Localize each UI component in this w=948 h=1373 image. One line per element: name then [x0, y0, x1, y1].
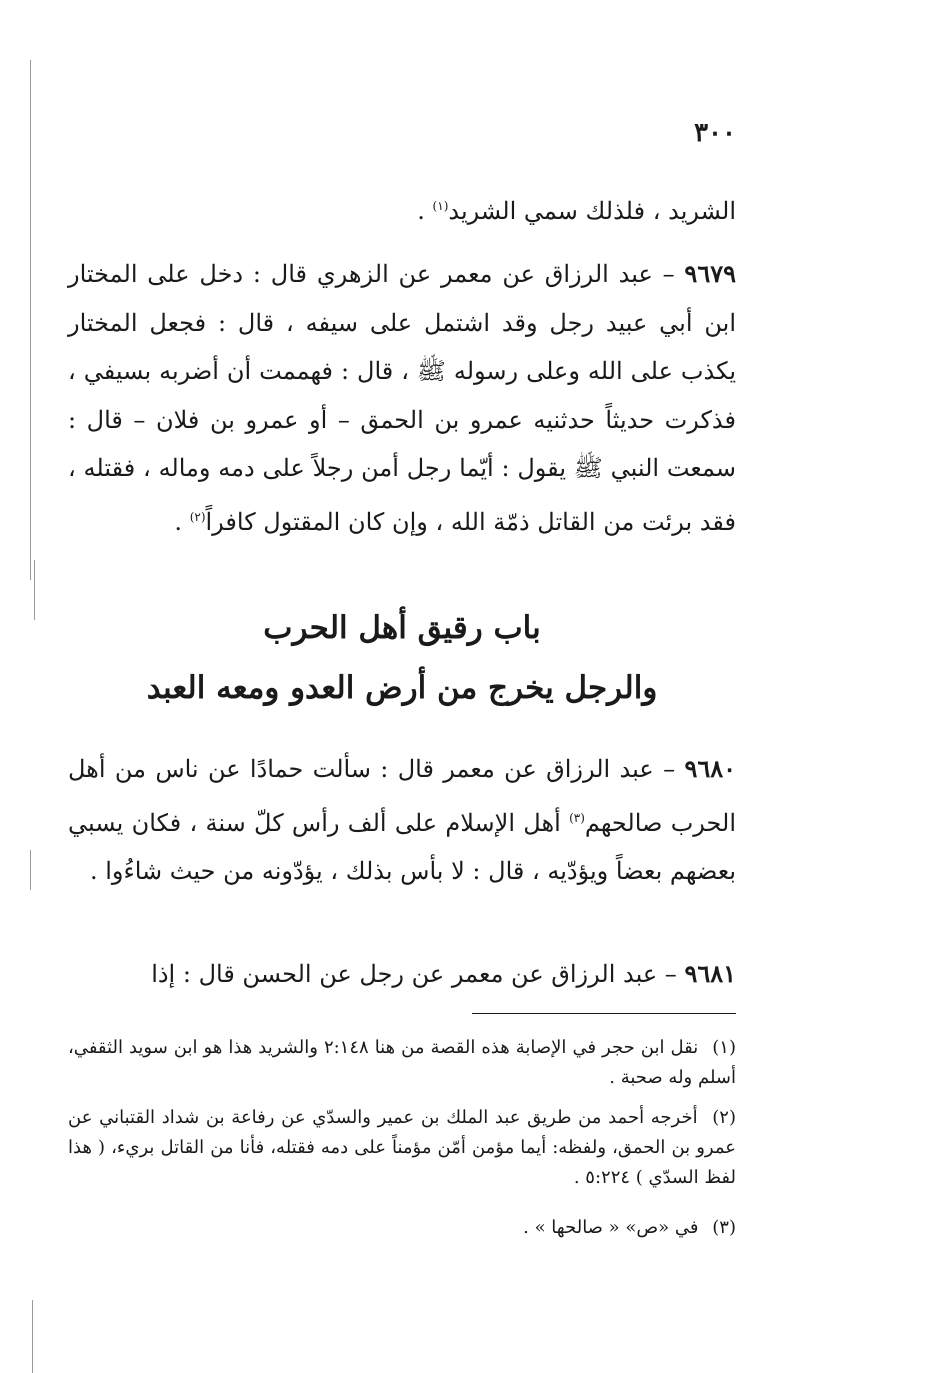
continuation-paragraph: الشريد ، فلذلك سمي الشريد$^{(١)}$ .	[417, 197, 736, 225]
page-number: ٣٠٠	[694, 118, 736, 148]
scan-edge-line	[30, 850, 31, 890]
footnote-ref: (٣)	[569, 810, 585, 825]
hadith-text: – عبد الرزاق عن معمر عن الزهري قال : دخل على المختار ابن أبي عبيد رجل وقد اشتمل على سيفه ، قال : فجعل المختار يكذب على الله وعلى رسوله ﷺ ، قال : فهممت أن أضربه بسيفي ، فذكرت حديثاً حدثنيه عمرو بن الحمق – أو عمرو بن فلان – قال : سمعت النبي ﷺ يقول : أيّما رجل أمن رجلاً على دمه وماله ، فقتله ، فقد برئت من القاتل ذمّة الله ، وإن كان المقتول كافراً	[68, 260, 736, 536]
chapter-title: باب رقيق أهل الحرب	[263, 610, 541, 646]
chapter-subtitle: والرجل يخرج من أرض العدو ومعه العبد	[146, 670, 658, 706]
footnote-2	[68, 1103, 736, 1193]
hadith-text-continued: أهل الإسلام على ألف رأس كلّ سنة ، فكان يسبي بعضهم بعضاً ويؤدّيه ، قال : لا بأس بذلك ، يؤدّونه من حيث شاءُوا	[68, 808, 736, 885]
scan-edge-line	[32, 1300, 33, 1373]
footnote-text: أخرجه أحمد من طريق عبد الملك بن عمير والسدّي عن رفاعة بن شداد القتباني عن عمرو بن الحمق، ولفظه: أيما مؤمن أمّن مؤمناً على دمه فقتله، فأنا من القاتل بريء، ( هذا لفظ السدّي ) ٥:٢٢٤ .	[68, 1107, 736, 1188]
hadith-text: – عبد الرزاق عن معمر عن رجل عن الحسن قال : إذا	[151, 960, 677, 988]
footnote-1	[68, 1033, 736, 1093]
hadith-9680: ٩٦٨٠ – عبد الرزاق عن معمر قال : سألت حمادًا عن ناس من أهل الحرب صالحهم$^{(٣)}$ أهل الإسلام على ألف رأس كلّ سنة ، فكان يسبي بعضهم بعضاً ويؤدّيه ، قال : لا بأس بذلك ، يؤدّونه من حيث شاءُوا .	[68, 754, 736, 885]
footnote-3	[68, 1213, 736, 1243]
hadith-9679: ٩٦٧٩ – عبد الرزاق عن معمر عن الزهري قال : دخل على المختار ابن أبي عبيد رجل وقد اشتمل على سيفه ، قال : فجعل المختار يكذب على الله وعلى رسوله ﷺ ، قال : فهممت أن أضربه بسيفي ، فذكرت حديثاً حدثنيه عمرو بن الحمق – أو عمرو بن فلان – قال : سمعت النبي ﷺ يقول : أيّما رجل أمن رجلاً على دمه وماله ، فقتله ، فقد برئت من القاتل ذمّة الله ، وإن كان المقتول كافراً$^{(٢)}$ .	[68, 259, 736, 536]
hadith-number: ٩٦٨١	[684, 959, 736, 988]
hadith-number: ٩٦٨٠	[684, 754, 736, 783]
hadith-9681	[68, 950, 736, 999]
footnote-number: (٢)	[712, 1107, 736, 1128]
hadith-text: – عبد الرزاق عن معمر قال : سألت حمادًا عن ناس من أهل الحرب صالحهم	[68, 755, 736, 837]
footnote-text: في «ص» « صالحها » .	[523, 1217, 699, 1238]
footnote-text: نقل ابن حجر في الإصابة هذه القصة من هنا ٢:١٤٨ والشريد هذا هو ابن سويد الثقفي، أسلم وله صحبة .	[68, 1037, 736, 1088]
footnote-number: (٣)	[712, 1217, 736, 1238]
continuation-text: الشريد ، فلذلك سمي الشريد	[448, 197, 736, 225]
footnote-separator	[472, 1013, 736, 1014]
footnote-number: (١)	[712, 1037, 736, 1058]
footnote-ref: (٢)	[189, 509, 206, 524]
footnote-ref: (١)	[432, 199, 449, 213]
scan-edge-line	[34, 560, 35, 620]
scan-edge-line	[30, 60, 31, 580]
hadith-number: ٩٦٧٩	[684, 259, 736, 288]
